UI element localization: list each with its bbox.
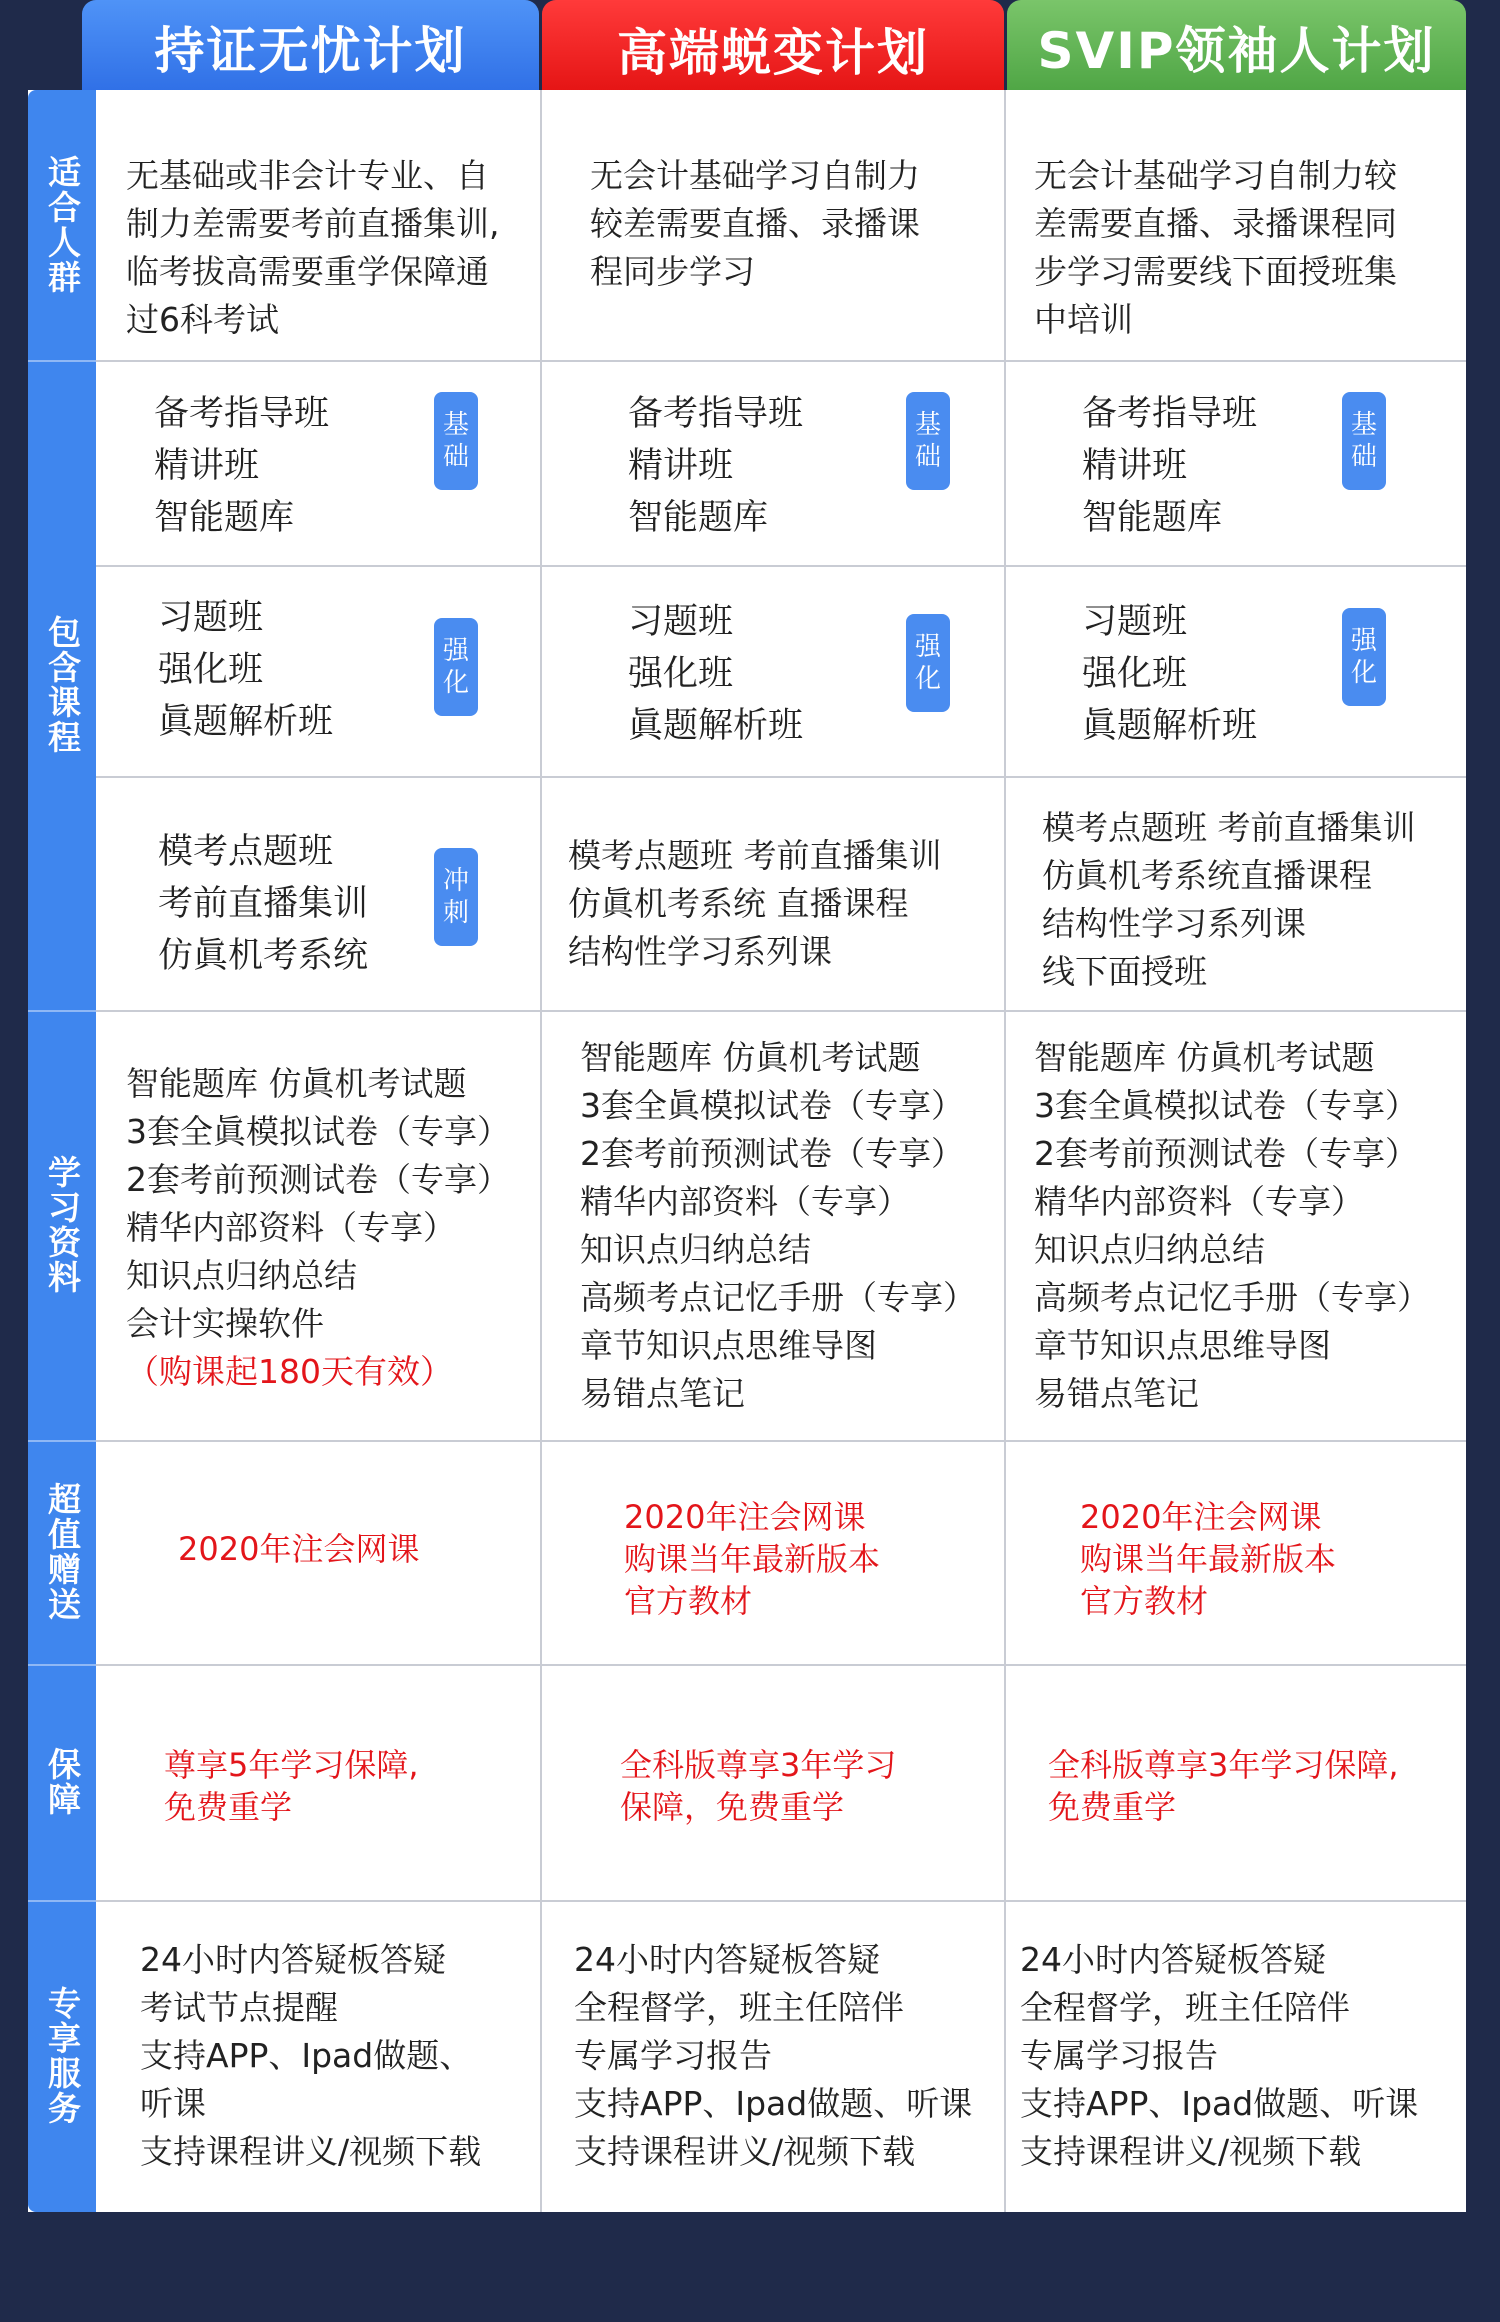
side-divider (28, 1010, 96, 1012)
text-line: 免费重学 (1048, 1788, 1177, 1826)
tag-basic (434, 392, 478, 490)
text-line: 精讲班 (628, 446, 734, 486)
tag-label: 强化 (442, 636, 469, 698)
text-line: 官方教材 (1080, 1582, 1209, 1620)
text-line: 3套全眞模拟试卷（专享） (580, 1086, 964, 1125)
text-line: 结构性学习系列课 (568, 932, 832, 971)
suitable-cell-svip (1034, 152, 1397, 344)
text-line: 较差需要直播、录播课 (590, 204, 920, 243)
text-line: 2套考前预测试卷（专享） (580, 1134, 964, 1173)
text-line: 支持课程讲义/视频下载 (1020, 2132, 1362, 2171)
row-divider (96, 1900, 1466, 1902)
text-line: 全科版尊享3年学习保障, (1048, 1746, 1399, 1784)
row-divider (96, 565, 1466, 567)
materials-cell-svip (1034, 1034, 1430, 1418)
text-line: 章节知识点思维导图 (580, 1326, 877, 1365)
row-label-service: 专享服务 (43, 1986, 82, 2126)
text-line: 全科版尊享3年学习 (620, 1746, 897, 1784)
validity-note: （购课起180天有效） (126, 1352, 453, 1391)
text-line: 习题班 (1082, 602, 1188, 642)
text-line: 临考拔高需要重学保障通 (126, 252, 489, 291)
text-line: 专属学习报告 (1020, 2036, 1218, 2075)
basic-courses-premium (628, 388, 803, 544)
sprint-courses-basic (158, 826, 368, 982)
sprint-courses-svip (1042, 804, 1416, 996)
guarantee-cell-premium (620, 1744, 896, 1828)
side-divider (28, 1900, 96, 1902)
text-line: 3套全眞模拟试卷（专享） (1034, 1086, 1418, 1125)
text-line: 眞题解析班 (628, 706, 804, 746)
tag-basic (1342, 392, 1386, 490)
text-line: 知识点归纳总结 (1034, 1230, 1265, 1269)
text-line: 习题班 (628, 602, 734, 642)
column-divider (540, 90, 542, 2212)
text-line: 仿眞机考系统 (158, 936, 369, 976)
service-cell-premium (574, 1936, 972, 2176)
text-line: 支持课程讲义/视频下载 (574, 2132, 916, 2171)
text-line: 知识点归纳总结 (580, 1230, 811, 1269)
service-cell-svip (1020, 1936, 1418, 2176)
tag-strengthen (1342, 608, 1386, 706)
strengthen-courses-svip (1082, 596, 1257, 752)
row-label-materials: 学习资料 (43, 1155, 82, 1295)
side-divider (28, 360, 96, 362)
text-line: 知识点归纳总结 (126, 1256, 357, 1295)
text-line: 支持APP、Ipad做题、听课 (1020, 2084, 1419, 2123)
tag-label: 基础 (914, 410, 941, 472)
text-line: 免费重学 (164, 1788, 293, 1826)
gift-cell-svip (1080, 1496, 1336, 1622)
row-label-suitable: 适合人群 (43, 155, 82, 295)
text-line: 无会计基础学习自制力较 (1034, 156, 1397, 195)
tag-label: 强化 (914, 632, 941, 694)
text-line: 全程督学，班主任陪伴 (574, 1988, 904, 2027)
text-line: 2020年注会网课 (624, 1498, 866, 1536)
text-line: 结构性学习系列课 (1042, 904, 1306, 943)
text-line: 眞题解析班 (158, 702, 334, 742)
text-line: 保障，免费重学 (620, 1788, 845, 1826)
text-line: 全程督学，班主任陪伴 (1020, 1988, 1350, 2027)
row-label-courses: 包含课程 (43, 615, 82, 755)
text-line: 模考点题班 考前直播集训 (568, 836, 942, 875)
row-label-guarantee: 保障 (43, 1747, 82, 1817)
text-line: 模考点题班 (158, 832, 334, 872)
tag-label: 基础 (1350, 410, 1377, 472)
text-line: 过6科考试 (126, 300, 279, 339)
text-line: 2020年注会网课 (1080, 1498, 1322, 1536)
text-line: 精华内部资料（专享） (580, 1182, 910, 1221)
text-line: 智能题库 (1082, 498, 1223, 538)
text-line: 会计实操软件 (126, 1304, 324, 1343)
text-line: 强化班 (628, 654, 734, 694)
text-line: 仿眞机考系统 直播课程 (568, 884, 909, 923)
tag-strengthen (434, 618, 478, 716)
text-line: 易错点笔记 (1034, 1374, 1199, 1413)
text-line: 精讲班 (154, 446, 260, 486)
text-line: 程同步学习 (590, 252, 755, 291)
text-line: 3套全眞模拟试卷（专享） (126, 1112, 510, 1151)
comparison-table (28, 90, 1466, 2212)
text-line: 章节知识点思维导图 (1034, 1326, 1331, 1365)
text-line: 易错点笔记 (580, 1374, 745, 1413)
tag-label: 强化 (1350, 626, 1377, 688)
row-divider (96, 360, 1466, 362)
text-line: 智能题库 (154, 498, 295, 538)
text-line: 线下面授班 (1042, 952, 1207, 991)
text-line: 智能题库 (628, 498, 769, 538)
text-line: 仿眞机考系统直播课程 (1042, 856, 1372, 895)
basic-courses-svip (1082, 388, 1257, 544)
text-line: 强化班 (158, 650, 264, 690)
text-line: 听课 (140, 2084, 206, 2123)
text-line: 24小时内答疑板答疑 (574, 1940, 880, 1979)
row-divider (96, 1440, 1466, 1442)
text-line: 购课当年最新版本 (1080, 1540, 1337, 1578)
text-line: 精华内部资料（专享） (126, 1208, 456, 1247)
text-line: 精讲班 (1082, 446, 1188, 486)
service-cell-basic (140, 1936, 481, 2176)
strengthen-courses-basic (158, 592, 333, 748)
text-line: 高频考点记忆手册（专享） (1034, 1278, 1430, 1317)
text-line: 支持APP、Ipad做题、听课 (574, 2084, 973, 2123)
text-line: 强化班 (1082, 654, 1188, 694)
text-line: 备考指导班 (1082, 394, 1258, 434)
text-line: 官方教材 (624, 1582, 753, 1620)
guarantee-cell-basic (164, 1744, 419, 1828)
text-line: 支持课程讲义/视频下载 (140, 2132, 482, 2171)
row-divider (96, 1010, 1466, 1012)
row-divider (96, 1664, 1466, 1666)
column-divider (1004, 90, 1006, 2212)
text-line: 智能题库 仿眞机考试题 (126, 1064, 467, 1103)
tag-label: 冲刺 (442, 866, 469, 928)
side-divider (28, 1440, 96, 1442)
text-line: 考前直播集训 (158, 884, 369, 924)
side-divider (28, 1664, 96, 1666)
text-line: 制力差需要考前直播集训, (126, 204, 500, 243)
text-line: 支持APP、Ipad做题、 (140, 2036, 473, 2075)
text-line: 步学习需要线下面授班集 (1034, 252, 1397, 291)
text-line: 差需要直播、录播课程同 (1034, 204, 1397, 243)
plan-header-basic: 持证无忧计划 (82, 0, 539, 94)
text-line: 模考点题班 考前直播集训 (1042, 808, 1416, 847)
tag-label: 基础 (442, 410, 469, 472)
text-line: 智能题库 仿眞机考试题 (580, 1038, 921, 1077)
row-label-column (28, 90, 96, 2212)
gift-cell-premium (624, 1496, 880, 1622)
sprint-courses-premium (568, 832, 942, 976)
suitable-cell-basic (126, 152, 500, 344)
materials-cell-premium (580, 1034, 976, 1418)
row-divider (96, 776, 1466, 778)
strengthen-courses-premium (628, 596, 803, 752)
text-line: 专属学习报告 (574, 2036, 772, 2075)
materials-cell-basic (126, 1060, 510, 1396)
tag-sprint (434, 848, 478, 946)
text-line: 2套考前预测试卷（专享） (126, 1160, 510, 1199)
text-line: 24小时内答疑板答疑 (140, 1940, 446, 1979)
text-line: 购课当年最新版本 (624, 1540, 881, 1578)
text-line: 习题班 (158, 598, 264, 638)
basic-courses-basic (154, 388, 329, 544)
row-label-gift: 超值赠送 (43, 1482, 82, 1622)
gift-cell-basic (178, 1528, 419, 1570)
text-line: 中培训 (1034, 300, 1133, 339)
text-line: 眞题解析班 (1082, 706, 1258, 746)
text-line: 无会计基础学习自制力 (590, 156, 920, 195)
tag-basic (906, 392, 950, 490)
text-line: 备考指导班 (154, 394, 330, 434)
suitable-cell-premium (590, 152, 920, 296)
plan-header-svip: SVIP领袖人计划 (1007, 0, 1466, 94)
text-line: 尊享5年学习保障, (164, 1746, 419, 1784)
text-line: 高频考点记忆手册（专享） (580, 1278, 976, 1317)
text-line: 考试节点提醒 (140, 1988, 338, 2027)
text-line: 2套考前预测试卷（专享） (1034, 1134, 1418, 1173)
tag-strengthen (906, 614, 950, 712)
text-line: 精华内部资料（专享） (1034, 1182, 1364, 1221)
guarantee-cell-svip (1048, 1744, 1399, 1828)
plan-header-premium: 高端蜕变计划 (542, 0, 1004, 98)
text-line: 24小时内答疑板答疑 (1020, 1940, 1326, 1979)
text-line: 智能题库 仿眞机考试题 (1034, 1038, 1375, 1077)
text-line: 备考指导班 (628, 394, 804, 434)
text-line: 无基础或非会计专业、自 (126, 156, 489, 195)
text-line: 2020年注会网课 (178, 1530, 420, 1568)
